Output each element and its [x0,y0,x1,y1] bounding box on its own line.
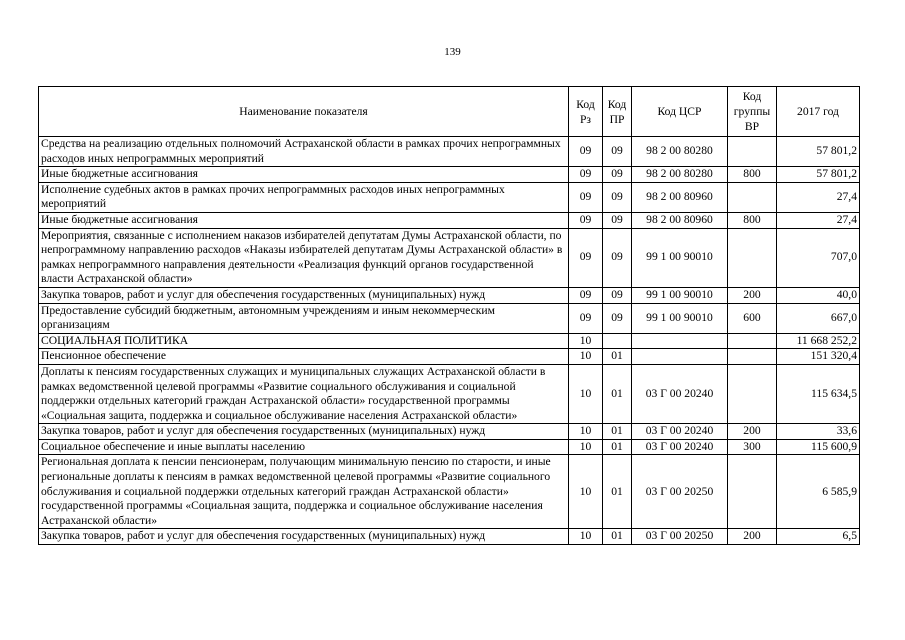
cell-pr: 01 [603,439,632,455]
header-year: 2017 год [777,87,860,137]
cell-vr: 300 [728,439,777,455]
cell-vr: 200 [728,424,777,440]
cell-vr: 800 [728,212,777,228]
cell-pr: 09 [603,303,632,333]
cell-name: Закупка товаров, работ и услуг для обеспечения государственных (муниципальных) нужд [39,287,569,303]
table-row [39,349,860,365]
header-rz: Код Рз [569,87,603,137]
cell-csr: 99 1 00 90010 [632,287,728,303]
cell-rz: 10 [569,529,603,545]
cell-sum: 27,4 [777,182,860,212]
table-row [39,364,860,423]
cell-sum: 707,0 [777,228,860,287]
cell-csr: 98 2 00 80960 [632,182,728,212]
cell-name: СОЦИАЛЬНАЯ ПОЛИТИКА [39,333,569,349]
budget-table [38,86,860,545]
cell-sum: 57 801,2 [777,137,860,167]
cell-pr: 09 [603,287,632,303]
cell-csr: 98 2 00 80960 [632,212,728,228]
cell-vr [728,349,777,365]
header-csr: Код ЦСР [632,87,728,137]
table-row [39,529,860,545]
cell-name: Предоставление субсидий бюджетным, автономным учреждениям и иным некоммерческим организациям [39,303,569,333]
table-row [39,228,860,287]
cell-pr: 01 [603,529,632,545]
cell-name: Исполнение судебных актов в рамках прочих непрограммных расходов иных непрограммных мероприятий [39,182,569,212]
cell-csr: 03 Г 00 20240 [632,439,728,455]
cell-sum: 27,4 [777,212,860,228]
table-row [39,167,860,183]
cell-csr: 03 Г 00 20250 [632,529,728,545]
table-header [39,87,860,137]
cell-sum: 6,5 [777,529,860,545]
cell-vr [728,228,777,287]
cell-rz: 09 [569,287,603,303]
cell-rz: 09 [569,303,603,333]
header-vr: Код группы ВР [728,87,777,137]
table-body [39,137,860,545]
table-row [39,137,860,167]
cell-sum: 115 634,5 [777,364,860,423]
cell-vr [728,182,777,212]
cell-rz: 09 [569,137,603,167]
cell-name: Региональная доплата к пенсии пенсионерам, получающим минимальную пенсию по старости, и иные региональные доплаты к пенсиям в рамках ведомственной целевой программы «Развитие социального обслуживания и социальной поддержки отдельных категорий граждан Астраханской области» государственной программы «Социальная защита, поддержка и социальное обслуживание населения Астраханской области» [39,455,569,529]
cell-vr [728,333,777,349]
cell-rz: 09 [569,228,603,287]
cell-pr: 09 [603,182,632,212]
table-row [39,212,860,228]
cell-csr: 03 Г 00 20240 [632,424,728,440]
cell-sum: 40,0 [777,287,860,303]
cell-csr: 03 Г 00 20240 [632,364,728,423]
cell-csr: 98 2 00 80280 [632,137,728,167]
page-number: 139 [444,46,461,58]
cell-vr [728,364,777,423]
table-row [39,455,860,529]
cell-rz: 10 [569,439,603,455]
cell-csr [632,333,728,349]
cell-rz: 09 [569,182,603,212]
cell-pr: 09 [603,228,632,287]
cell-pr: 01 [603,424,632,440]
header-name: Наименование показателя [39,87,569,137]
cell-sum: 151 320,4 [777,349,860,365]
cell-rz: 10 [569,333,603,349]
cell-rz: 10 [569,349,603,365]
cell-name: Социальное обеспечение и иные выплаты населению [39,439,569,455]
table-row [39,333,860,349]
cell-sum: 57 801,2 [777,167,860,183]
cell-name: Пенсионное обеспечение [39,349,569,365]
cell-vr [728,137,777,167]
cell-rz: 09 [569,212,603,228]
cell-rz: 10 [569,364,603,423]
cell-name: Иные бюджетные ассигнования [39,212,569,228]
cell-csr: 99 1 00 90010 [632,228,728,287]
cell-name: Закупка товаров, работ и услуг для обеспечения государственных (муниципальных) нужд [39,424,569,440]
table-row [39,439,860,455]
cell-sum: 667,0 [777,303,860,333]
cell-vr [728,455,777,529]
cell-rz: 10 [569,424,603,440]
cell-vr: 800 [728,167,777,183]
table-row [39,424,860,440]
cell-vr: 600 [728,303,777,333]
cell-csr: 03 Г 00 20250 [632,455,728,529]
cell-pr: 01 [603,349,632,365]
cell-csr [632,349,728,365]
cell-name: Средства на реализацию отдельных полномочий Астраханской области в рамках прочих непрограммных расходов иных непрограммных мероприятий [39,137,569,167]
cell-pr: 01 [603,364,632,423]
cell-rz: 09 [569,167,603,183]
cell-sum: 33,6 [777,424,860,440]
cell-name: Мероприятия, связанные с исполнением наказов избирателей депутатам Думы Астраханской области, по непрограммному направлению расходов «Наказы избирателей депутатам Думы Астраханской области» в рамках непрограммного направления деятельности «Реализация функций органов государственной власти Астраханской области» [39,228,569,287]
header-pr: Код ПР [603,87,632,137]
cell-csr: 98 2 00 80280 [632,167,728,183]
table-row [39,182,860,212]
cell-csr: 99 1 00 90010 [632,303,728,333]
cell-pr: 09 [603,212,632,228]
cell-name: Иные бюджетные ассигнования [39,167,569,183]
table-row [39,287,860,303]
cell-pr: 09 [603,137,632,167]
cell-vr: 200 [728,529,777,545]
cell-pr: 09 [603,167,632,183]
cell-vr: 200 [728,287,777,303]
cell-sum: 115 600,9 [777,439,860,455]
cell-pr: 01 [603,455,632,529]
cell-sum: 6 585,9 [777,455,860,529]
cell-rz: 10 [569,455,603,529]
cell-name: Доплаты к пенсиям государственных служащих и муниципальных служащих Астраханской области в рамках ведомственной целевой программы «Развитие социального обслуживания и социальной поддержки отдельных категорий граждан Астраханской области» государственной программы «Социальная защита, поддержка и социальное обслуживание населения Астраханской области» [39,364,569,423]
table-row [39,303,860,333]
cell-sum: 11 668 252,2 [777,333,860,349]
cell-name: Закупка товаров, работ и услуг для обеспечения государственных (муниципальных) нужд [39,529,569,545]
cell-pr [603,333,632,349]
